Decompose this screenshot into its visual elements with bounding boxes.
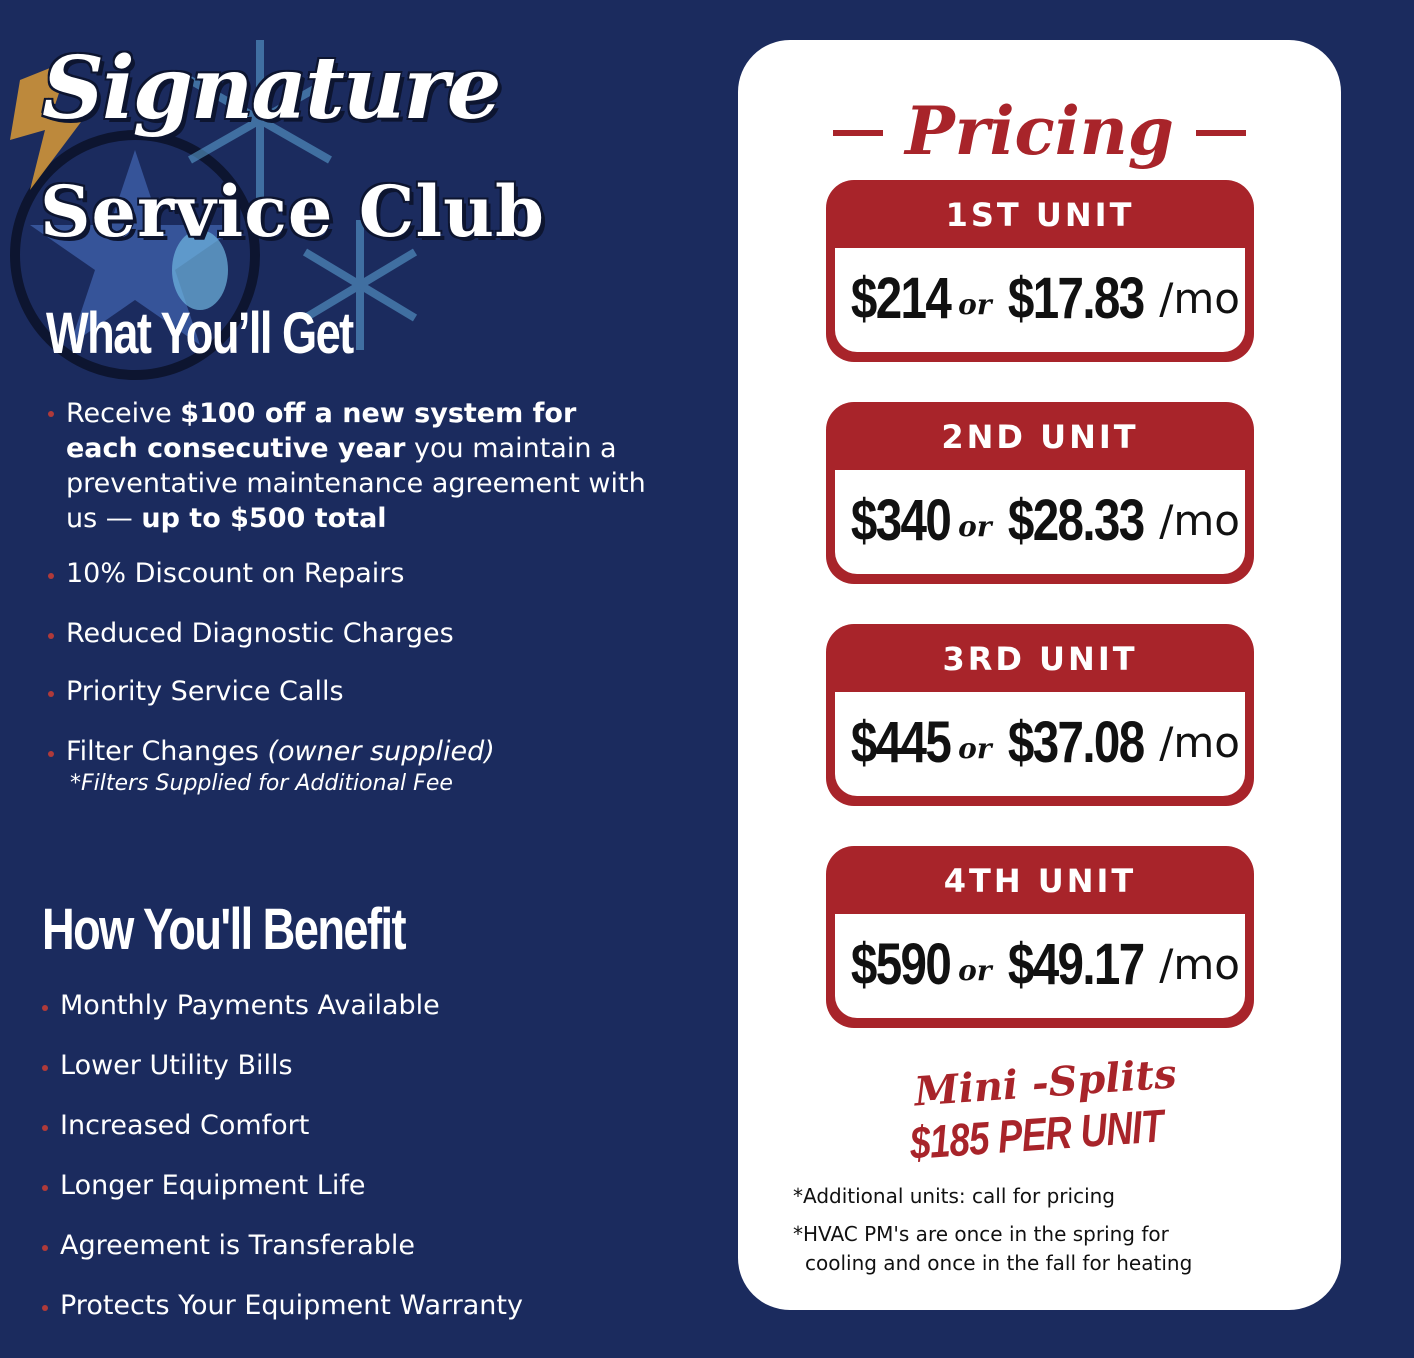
annual-price: $445 [850,709,951,775]
what-youll-get-list [48,396,646,536]
heading-dash-left [833,130,883,136]
item-italic-text: (owner supplied) [267,736,495,767]
per-month: /mo [1159,939,1240,989]
list-item: Increased Comfort [42,1110,523,1170]
title-script-line: Signature [42,38,500,139]
fine-print-additional-units: *Additional units: call for pricing [793,1184,1116,1208]
item-text: you maintain a preventative maintenance agreement with us — [66,433,646,534]
pricing-heading [738,92,1341,170]
per-month: /mo [1159,495,1240,545]
item-bold-text: up to $500 total [141,503,387,534]
monthly-price: $37.08 [1007,709,1144,775]
title-block-line: Service Club [40,170,545,253]
list-item: Agreement is Transferable [42,1230,523,1290]
unit-price-panel [835,248,1245,352]
mini-splits-title: Mini -Splits [912,1050,1179,1116]
item-bold-text: $100 off a new system for each consecutive year [66,398,577,464]
annual-price: $340 [850,487,951,553]
list-item: 10% Discount on Repairs [48,558,495,618]
filter-note: *Filters Supplied for Additional Fee [70,771,453,796]
item-text: Receive [66,398,181,429]
per-month: /mo [1159,273,1240,323]
or-word: or [958,953,992,987]
unit-price-panel [835,914,1245,1018]
list-item [48,736,495,796]
how-youll-benefit-heading: How You'll Benefit [42,897,406,962]
what-youll-get-heading: What You’ll Get [46,301,353,366]
monthly-price: $17.83 [1007,265,1144,331]
unit-label: 1ST UNIT [945,196,1135,234]
unit-label: 4TH UNIT [943,862,1137,900]
monthly-price: $49.17 [1007,931,1144,997]
unit-price-box-1 [826,180,1254,362]
list-item: Longer Equipment Life [42,1170,523,1230]
list-item [48,396,646,536]
unit-price-box-3 [826,624,1254,806]
monthly-price: $28.33 [1007,487,1144,553]
list-item: Monthly Payments Available [42,990,523,1050]
unit-price-box-2 [826,402,1254,584]
fine-print-hvac-line-2: cooling and once in the fall for heating [805,1251,1193,1275]
how-youll-benefit-list [42,990,523,1321]
pricing-heading-text: Pricing [905,92,1174,170]
list-item: Priority Service Calls [48,676,495,736]
annual-price: $214 [850,265,951,331]
list-item: Reduced Diagnostic Charges [48,618,495,676]
list-item: Protects Your Equipment Warranty [42,1290,523,1321]
per-month: /mo [1159,717,1240,767]
unit-label: 2ND UNIT [941,418,1139,456]
item-text: Filter Changes [66,736,268,767]
unit-price-panel [835,692,1245,796]
or-word: or [958,731,992,765]
unit-label: 3RD UNIT [942,640,1138,678]
list-item: Lower Utility Bills [42,1050,523,1110]
unit-price-panel [835,470,1245,574]
heading-dash-right [1196,130,1246,136]
or-word: or [958,509,992,543]
pricing-card [738,40,1341,1310]
annual-price: $590 [850,931,951,997]
fine-print-hvac-line-1: *HVAC PM's are once in the spring for [793,1222,1169,1246]
or-word: or [958,287,992,321]
mini-splits-price: $185 PER UNIT [908,1099,1165,1169]
unit-price-box-4 [826,846,1254,1028]
what-youll-get-list-cont [48,558,495,796]
mini-splits-callout [905,1047,1228,1170]
